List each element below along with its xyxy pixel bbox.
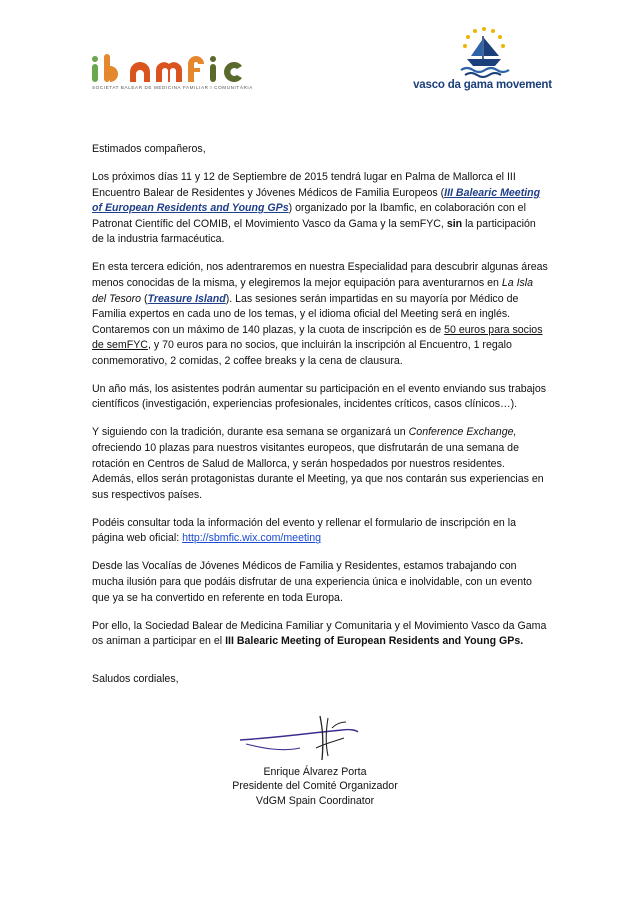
paragraph-7-bold: III Balearic Meeting of European Residents and Young GPs. bbox=[225, 635, 524, 648]
paragraph-2-italic: La Isla del Tesoro bbox=[92, 276, 534, 305]
logo-letter-f bbox=[188, 56, 204, 82]
logo-letter-b bbox=[104, 54, 124, 82]
vdgm-logo bbox=[410, 26, 555, 98]
logo-letter-c bbox=[222, 62, 242, 82]
closing: Saludos cordiales, bbox=[92, 672, 179, 685]
logo-letter-i2 bbox=[210, 56, 216, 82]
letter-body bbox=[92, 142, 548, 700]
ibamfic-tagline: SOCIETAT BALEAR DE MEDICINA FAMILIAR I COMUNITÀRIA bbox=[92, 85, 253, 90]
greeting: Estimados compañeros, bbox=[92, 143, 206, 155]
logo-letter-m bbox=[156, 62, 182, 82]
paragraph-2-text-b: ( bbox=[141, 292, 148, 305]
paragraph-1-bold: sin bbox=[446, 217, 463, 230]
handwritten-signature-icon bbox=[232, 708, 382, 764]
paragraph-4-text-a: Y siguiendo con la tradición, durante esa semana se organizará un bbox=[92, 426, 409, 439]
treasure-island-link[interactable]: Treasure Island bbox=[147, 292, 226, 305]
paragraph-7-text-a: Por ello, la Sociedad Balear de Medicina Familiar y Comunitaria y el Movimiento Vasco da Gama os animan a participar en el bbox=[92, 619, 547, 648]
meeting-title-link[interactable]: III Balearic Meeting of European Residents and Young GPs bbox=[92, 186, 541, 215]
signatory-role-2: VdGM Spain Coordinator bbox=[255, 794, 375, 807]
logo-letter-a bbox=[130, 62, 150, 82]
logo-letter-i bbox=[92, 56, 98, 82]
vdgm-emblem-icon bbox=[455, 26, 513, 78]
paragraph-1-text-a: Los próximos días 11 y 12 de Septiembre de 2015 tendrá lugar en Palma de Mallorca el III Encuentro Balear de Residentes y Jóvenes Médicos de Familia Europeos ( bbox=[92, 170, 516, 199]
vdgm-logo-text: vasco da gama movement bbox=[413, 79, 552, 91]
paragraph-1-text-b: ) organizado por la Ibamfic, en colaboración con el Patronat Científic del COMIB, el Movimiento Vasco da Gama y la semFYC, bbox=[92, 202, 526, 230]
paragraph-4-italic: Conference Exchange, bbox=[408, 426, 517, 439]
paragraph-2-underline: 50 euros para socios de semFYC bbox=[92, 323, 543, 352]
paragraph-7 bbox=[92, 619, 548, 650]
paragraph-5 bbox=[92, 516, 548, 547]
signatory-role-1: Presidente del Comité Organizador bbox=[232, 780, 398, 793]
website-link[interactable]: http://sbmfic.wix.com/meeting bbox=[182, 532, 322, 545]
paragraph-2-text-c: ). Las sesiones serán impartidas en su mayoría por Médico de Familia expertos en cada uno de los temas, y el idioma oficial del Meeting será en inglés. Contaremos con un máximo de 140 plazas, y la cuota de inscripción es de bbox=[92, 292, 519, 336]
signatory-name: Enrique Álvarez Porta bbox=[263, 766, 367, 778]
paragraph-3: Un año más, los asistentes podrán aumentar su participación en el evento enviando sus trabajos científicos (investigación, experiencias profesionales, incidentes críticos, casos clínicos…). bbox=[92, 382, 547, 411]
paragraph-5-text-a: Podéis consultar toda la información del evento y rellenar el formulario de inscripción en la página web oficial: bbox=[92, 516, 516, 545]
paragraph-2-text-d: , y 70 euros para no socios, que incluirán la inscripción al Encuentro, 1 regalo conmemorativo, 2 comidas, 2 coffee breaks y la cena de clausura. bbox=[92, 339, 512, 367]
paragraph-6: Desde las Vocalías de Jóvenes Médicos de Familia y Residentes, estamos trabajando con mucha ilusión para que podáis disfrutar de una experiencia única e inolvidable, con un evento que ya se ha convertido en referente en toda Europa. bbox=[92, 560, 532, 604]
paragraph-1-text-c: la participación de la industria farmacéutica. bbox=[92, 217, 536, 246]
ibamfic-logo bbox=[92, 54, 272, 96]
paragraph-1 bbox=[92, 170, 548, 248]
paragraph-4 bbox=[92, 425, 548, 503]
paragraph-2 bbox=[92, 260, 548, 369]
ibamfic-logo-mark bbox=[92, 54, 272, 82]
signature-block bbox=[200, 765, 430, 808]
paragraph-2-text-a: En esta tercera edición, nos adentraremos en nuestra Especialidad para descubrir algunas áreas menos conocidas de la misma, y elegiremos la mejor equipación para aventurarnos en bbox=[92, 261, 548, 289]
paragraph-4-text-b: ofreciendo 10 plazas para nuestros visitantes europeos, que disfrutarán de una semana de rotación en Centros de Salud de Mallorca, y serán hospedados por nuestros residentes. Además, ellos serán protagonistas durante el Meeting, ya que nos contarán sus experiencias en sus respectivos países. bbox=[92, 442, 544, 501]
